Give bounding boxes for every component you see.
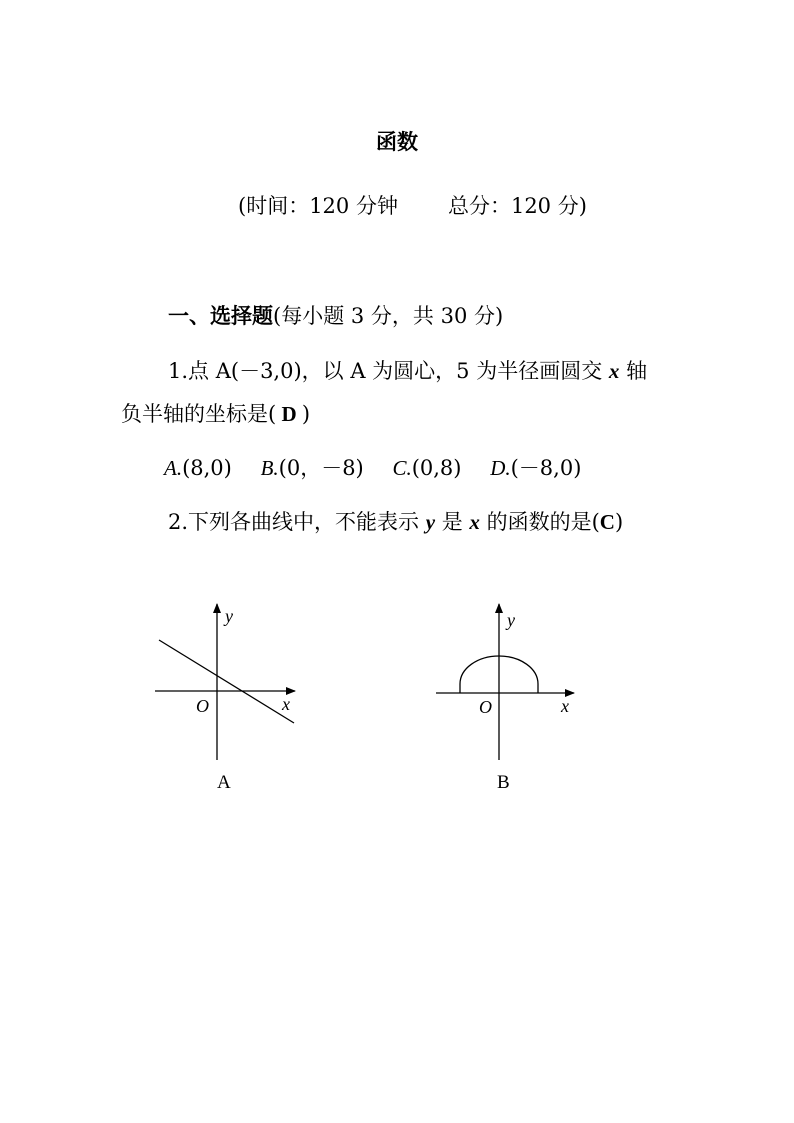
q1-answer: D <box>276 402 302 426</box>
total-score-info: 总分：120 分) <box>447 194 587 218</box>
figure-a-graph <box>145 600 305 770</box>
q2-variable-y: y <box>425 510 436 534</box>
section-header <box>168 300 503 330</box>
figure-b-caption: B <box>497 772 510 793</box>
q2-text-part: 的函数的是( <box>479 510 600 534</box>
page-title: 函数 <box>376 129 418 154</box>
figure-a-x-label: x <box>282 694 290 714</box>
q1-variable-x: x <box>608 359 620 383</box>
q2-answer: C <box>599 510 615 534</box>
q1-text-part: 1.点 A(－3,0)，以 A 为圆心，5 为半径画圆交 <box>168 359 609 383</box>
section-note: (每小题 3 分，共 30 分) <box>273 304 504 328</box>
figure-b-graph <box>430 600 590 770</box>
figure-a-line <box>159 640 294 723</box>
figure-a-origin-label: O <box>196 696 209 716</box>
figure-b-x-label: x <box>561 696 569 716</box>
q1-option-c: C.(0,8) <box>392 456 462 480</box>
q1-option-a: A.(8,0) <box>164 456 232 480</box>
figure-b-y-label: y <box>507 610 515 630</box>
question-2 <box>168 506 623 536</box>
q2-text-part: 是 <box>435 510 470 534</box>
question-1-options <box>164 452 603 482</box>
q2-text-part: 2.下列各曲线中，不能表示 <box>168 510 426 534</box>
q2-text-part: ) <box>614 510 624 534</box>
q1-option-b: B.(0，－8) <box>260 456 364 480</box>
question-1-line-1 <box>168 355 647 385</box>
q1-text-part: 负半轴的坐标是( <box>121 402 277 426</box>
q1-text-part: 轴 <box>619 359 648 383</box>
figure-a-y-label: y <box>225 606 233 626</box>
q1-option-d: D.(－8,0) <box>490 456 582 480</box>
question-1-line-2 <box>121 398 310 428</box>
figure-a-caption: A <box>217 772 231 793</box>
time-info: (时间：120 分钟 <box>238 194 398 218</box>
q1-text-part: ) <box>301 402 311 426</box>
q2-variable-x: x <box>469 510 480 534</box>
exam-info <box>238 190 587 220</box>
figure-b-origin-label: O <box>479 697 492 717</box>
section-heading: 一、选择题 <box>168 303 273 328</box>
